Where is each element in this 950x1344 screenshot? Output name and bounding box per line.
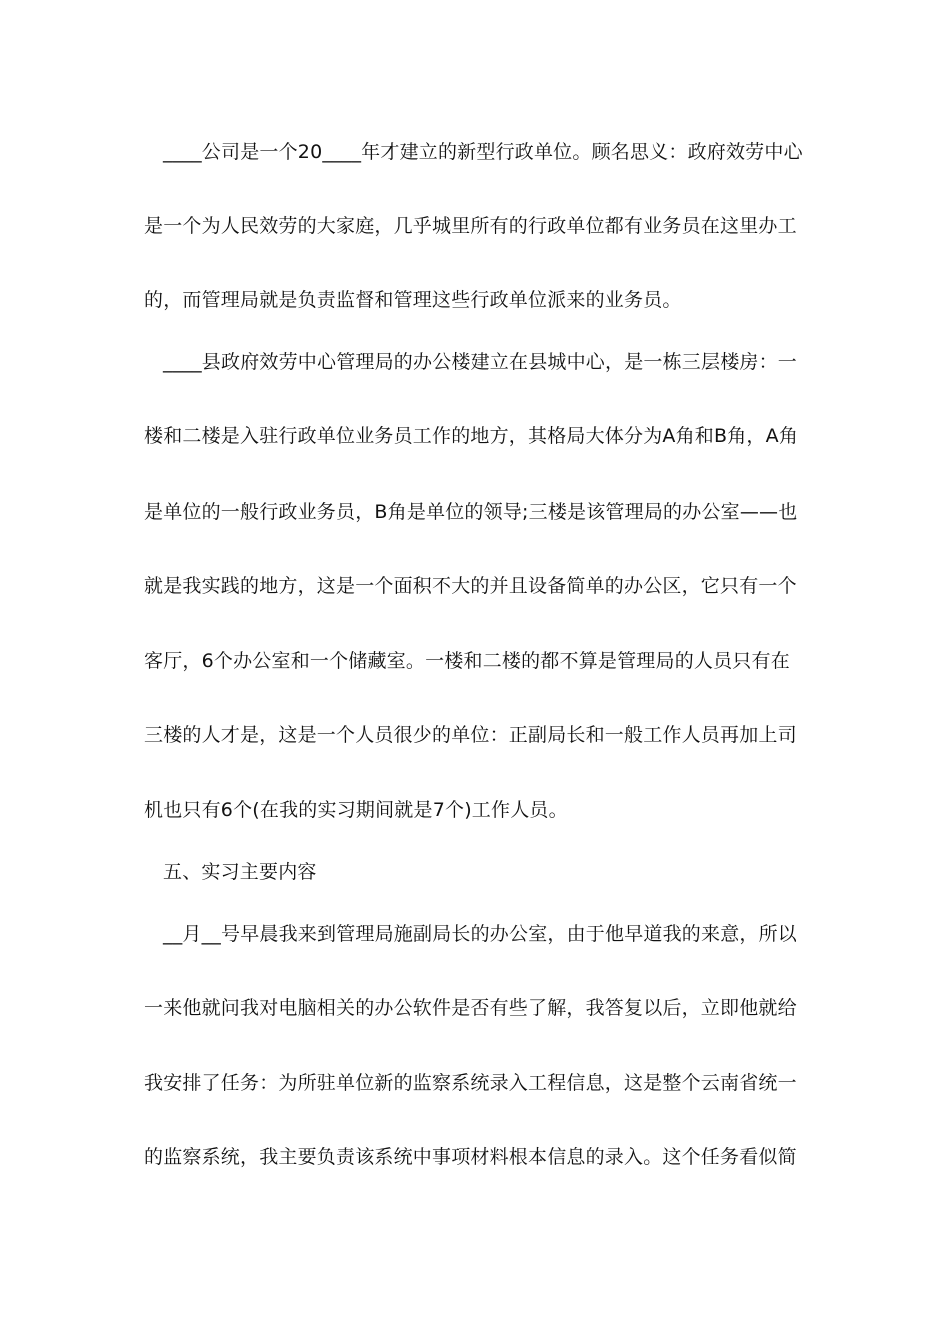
paragraph-3-line-4: 的监察系统，我主要负责该系统中事项材料根本信息的录入。这个任务看似简 (144, 1146, 797, 1168)
paragraph-1-line-1: ____公司是一个20____年才建立的新型行政单位。顾名思义：政府效劳中心 (163, 141, 803, 163)
paragraph-3-line-3: 我安排了任务：为所驻单位新的监察系统录入工程信息，这是整个云南省统一 (144, 1072, 797, 1094)
paragraph-1-line-3: 的，而管理局就是负责监督和管理这些行政单位派来的业务员。 (144, 289, 682, 311)
paragraph-2-line-7: 机也只有6个(在我的实习期间就是7个)工作人员。 (144, 799, 568, 821)
paragraph-2-line-6: 三楼的人才是，这是一个人员很少的单位：正副局长和一般工作人员再加上司 (144, 724, 797, 746)
paragraph-3-line-1: __月__号早晨我来到管理局施副局长的办公室，由于他早道我的来意，所以 (163, 923, 798, 945)
paragraph-3-line-2: 一来他就问我对电脑相关的办公软件是否有些了解，我答复以后，立即他就给 (144, 997, 797, 1019)
paragraph-2-line-2: 楼和二楼是入驻行政单位业务员工作的地方，其格局大体分为A角和B角，A角 (144, 425, 799, 447)
paragraph-2-line-5: 客厅，6个办公室和一个储藏室。一楼和二楼的都不算是管理局的人员只有在 (144, 650, 790, 672)
paragraph-2-line-3: 是单位的一般行政业务员，B角是单位的领导;三楼是该管理局的办公室——也 (144, 501, 798, 523)
section-heading: 五、实习主要内容 (163, 861, 317, 883)
paragraph-1-line-2: 是一个为人民效劳的大家庭，几乎城里所有的行政单位都有业务员在这里办工 (144, 215, 797, 237)
paragraph-2-line-1: ____县政府效劳中心管理局的办公楼建立在县城中心，是一栋三层楼房：一 (163, 351, 798, 373)
paragraph-2-line-4: 就是我实践的地方，这是一个面积不大的并且设备简单的办公区，它只有一个 (144, 575, 797, 597)
